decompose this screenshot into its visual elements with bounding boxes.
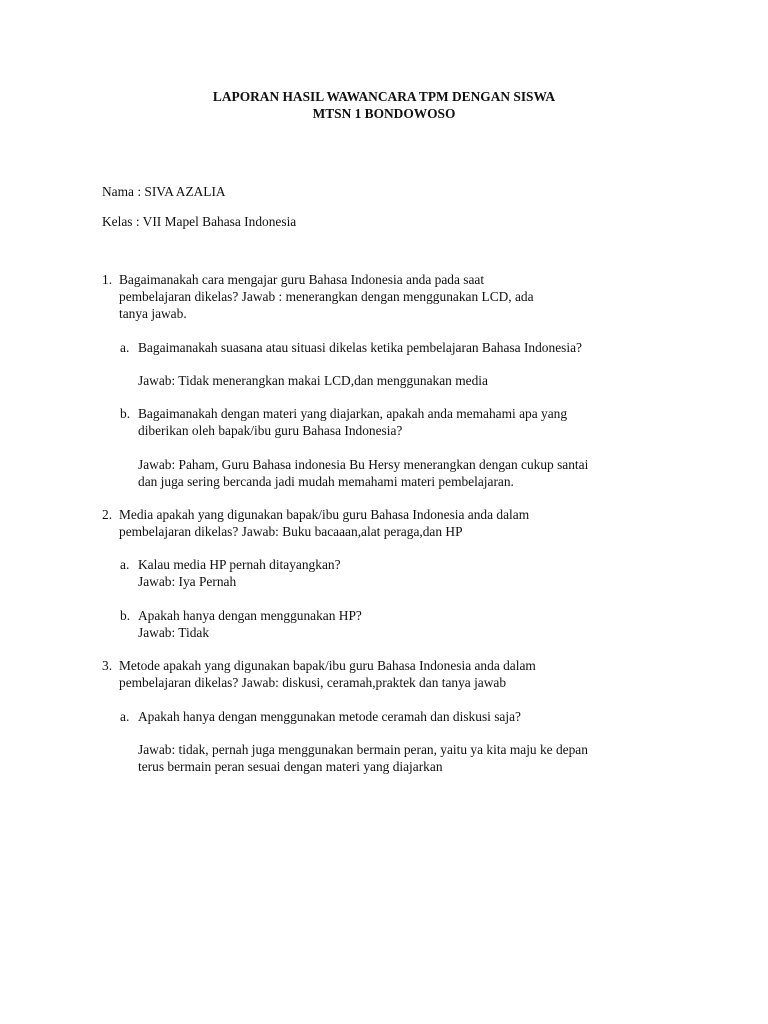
- sub-question-letter: b.: [120, 608, 131, 623]
- sub-question-text: Bagaimanakah suasana atau situasi dikelas ketika pembelajaran Bahasa Indonesia?: [138, 340, 582, 355]
- question-text-line: Bagaimanakah cara mengajar guru Bahasa Indonesia anda pada saat: [119, 272, 485, 287]
- sub-question-text: Apakah hanya dengan menggunakan HP?: [138, 608, 362, 623]
- question-text-line: pembelajaran dikelas? Jawab: Buku bacaaan,alat peraga,dan HP: [119, 524, 463, 539]
- sub-answer-text: Jawab: Paham, Guru Bahasa indonesia Bu Hersy menerangkan dengan cukup santai: [138, 457, 589, 472]
- question-text-line: Media apakah yang digunakan bapak/ibu guru Bahasa Indonesia anda dalam: [119, 507, 530, 522]
- sub-answer-text: Jawab: tidak, pernah juga menggunakan bermain peran, yaitu ya kita maju ke depan: [138, 742, 588, 757]
- question-number: 3.: [102, 658, 113, 673]
- sub-question-text: Bagaimanakah dengan materi yang diajarkan, apakah anda memahami apa yang: [138, 406, 568, 421]
- sub-answer-text: Jawab: Tidak: [138, 625, 210, 640]
- question-number: 2.: [102, 507, 113, 522]
- sub-question-letter: a.: [120, 340, 130, 355]
- sub-answer-text: Jawab: Tidak menerangkan makai LCD,dan menggunakan media: [138, 373, 488, 388]
- sub-question-letter: a.: [120, 557, 130, 572]
- sub-question-letter: b.: [120, 406, 131, 421]
- sub-question-letter: a.: [120, 709, 130, 724]
- sub-answer-text: dan juga sering bercanda jadi mudah memahami materi pembelajaran.: [138, 474, 514, 489]
- question-text-line: pembelajaran dikelas? Jawab : menerangkan dengan menggunakan LCD, ada: [119, 289, 534, 304]
- sub-question-text: Apakah hanya dengan menggunakan metode ceramah dan diskusi saja?: [138, 709, 521, 724]
- question-text-line: pembelajaran dikelas? Jawab: diskusi, ceramah,praktek dan tanya jawab: [119, 675, 507, 690]
- sub-answer-text: terus bermain peran sesuai dengan materi yang diajarkan: [138, 759, 443, 774]
- sub-answer-text: Jawab: Iya Pernah: [138, 574, 237, 589]
- sub-question-text: diberikan oleh bapak/ibu guru Bahasa Indonesia?: [138, 423, 403, 438]
- document-subtitle: MTSN 1 BONDOWOSO: [312, 106, 456, 121]
- document-title: LAPORAN HASIL WAWANCARA TPM DENGAN SISWA: [212, 89, 556, 104]
- student-name: Nama : SIVA AZALIA: [102, 184, 226, 199]
- question-text-line: tanya jawab.: [119, 306, 187, 321]
- question-number: 1.: [102, 272, 113, 287]
- sub-question-text: Kalau media HP pernah ditayangkan?: [138, 557, 341, 572]
- question-text-line: Metode apakah yang digunakan bapak/ibu guru Bahasa Indonesia anda dalam: [119, 658, 536, 673]
- student-class: Kelas : VII Mapel Bahasa Indonesia: [102, 214, 297, 229]
